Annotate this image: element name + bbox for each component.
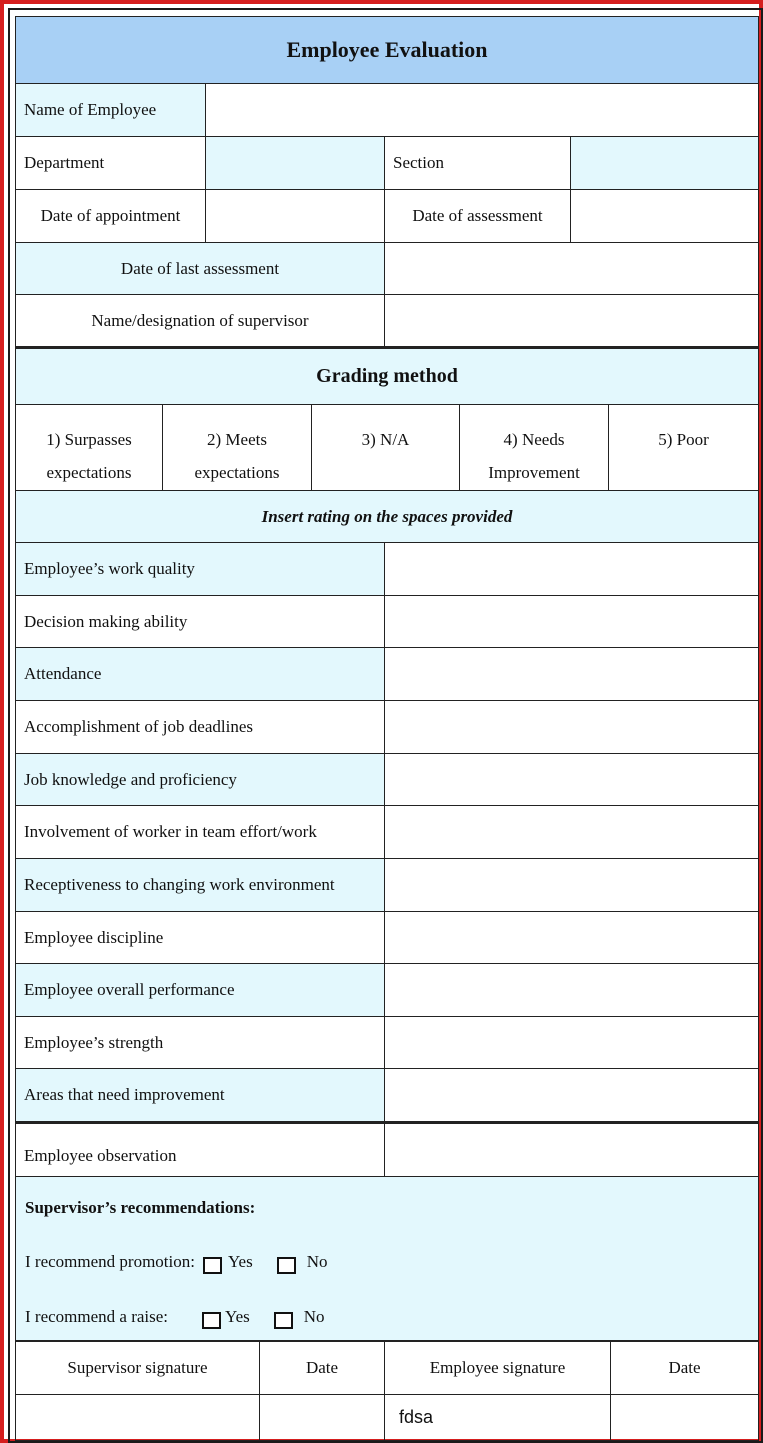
grade-option-line1: 4) Needs bbox=[503, 430, 565, 449]
employee-observation-input[interactable] bbox=[385, 1122, 759, 1177]
department-input[interactable] bbox=[206, 137, 385, 190]
name-of-employee-input[interactable] bbox=[206, 84, 759, 137]
promotion-no-checkbox[interactable] bbox=[277, 1257, 296, 1274]
criteria-rating-input[interactable] bbox=[385, 964, 759, 1017]
grade-option-2 bbox=[163, 405, 312, 491]
date-of-appointment-label: Date of appointment bbox=[15, 190, 206, 243]
date-of-appointment-input[interactable] bbox=[206, 190, 385, 243]
grade-option-4 bbox=[460, 405, 609, 491]
criteria-rating-input[interactable] bbox=[385, 543, 759, 596]
criteria-label: Employee’s work quality bbox=[15, 543, 385, 596]
supervisor-date-input[interactable] bbox=[260, 1395, 385, 1441]
form-border bbox=[8, 8, 763, 1443]
supervisor-name-input[interactable] bbox=[385, 295, 759, 347]
promotion-yes-label: Yes bbox=[227, 1252, 253, 1271]
criteria-label: Receptiveness to changing work environment bbox=[15, 859, 385, 912]
raise-no-label: No bbox=[303, 1307, 325, 1326]
raise-no-checkbox[interactable] bbox=[274, 1312, 293, 1329]
employee-signature-input[interactable]: fdsa bbox=[385, 1395, 611, 1441]
date-of-last-assessment-input[interactable] bbox=[385, 243, 759, 295]
promotion-row bbox=[25, 1251, 328, 1273]
criteria-rating-input[interactable] bbox=[385, 806, 759, 859]
grade-option-1 bbox=[15, 405, 163, 491]
name-of-employee-label: Name of Employee bbox=[15, 84, 206, 137]
recommendations-block bbox=[15, 1177, 759, 1341]
date-label-1: Date bbox=[260, 1341, 385, 1395]
criteria-label: Attendance bbox=[15, 648, 385, 701]
promotion-yes-checkbox[interactable] bbox=[203, 1257, 222, 1274]
section-input[interactable] bbox=[571, 137, 759, 190]
employee-observation-label: Employee observation bbox=[15, 1122, 385, 1177]
section-label: Section bbox=[385, 137, 571, 190]
grade-option-line2: expectations bbox=[194, 463, 280, 482]
supervisor-name-label: Name/designation of supervisor bbox=[15, 295, 385, 347]
employee-date-input[interactable] bbox=[611, 1395, 759, 1441]
criteria-rating-input[interactable] bbox=[385, 701, 759, 754]
date-label-2: Date bbox=[611, 1341, 759, 1395]
grading-method-title: Grading method bbox=[15, 347, 759, 405]
grade-option-line1: 1) Surpasses bbox=[46, 430, 132, 449]
supervisor-signature-input[interactable] bbox=[15, 1395, 260, 1441]
criteria-rating-input[interactable] bbox=[385, 912, 759, 964]
criteria-label: Job knowledge and proficiency bbox=[15, 754, 385, 806]
promotion-label: I recommend promotion: bbox=[25, 1252, 195, 1271]
criteria-label: Employee discipline bbox=[15, 912, 385, 964]
criteria-label: Areas that need improvement bbox=[15, 1069, 385, 1122]
date-of-assessment-input[interactable] bbox=[571, 190, 759, 243]
raise-yes-checkbox[interactable] bbox=[202, 1312, 221, 1329]
grade-option-line2: Improvement bbox=[488, 463, 580, 482]
date-of-last-assessment-label: Date of last assessment bbox=[15, 243, 385, 295]
department-label: Department bbox=[15, 137, 206, 190]
grade-option-5 bbox=[609, 405, 759, 491]
promotion-no-label: No bbox=[306, 1252, 328, 1271]
grade-option-line2: expectations bbox=[46, 463, 132, 482]
criteria-rating-input[interactable] bbox=[385, 754, 759, 806]
criteria-rating-input[interactable] bbox=[385, 859, 759, 912]
criteria-rating-input[interactable] bbox=[385, 1069, 759, 1122]
recommendations-heading: Supervisor’s recommendations: bbox=[25, 1198, 256, 1217]
raise-label: I recommend a raise: bbox=[25, 1307, 169, 1326]
grade-option-line1: 3) N/A bbox=[361, 430, 410, 449]
employee-signature-label: Employee signature bbox=[385, 1341, 611, 1395]
criteria-label: Accomplishment of job deadlines bbox=[15, 701, 385, 754]
form-title: Employee Evaluation bbox=[15, 16, 759, 84]
criteria-label: Employee overall performance bbox=[15, 964, 385, 1017]
grade-option-line1: 2) Meets bbox=[207, 430, 267, 449]
rating-instructions: Insert rating on the spaces provided bbox=[15, 491, 759, 543]
raise-row bbox=[25, 1306, 325, 1328]
criteria-rating-input[interactable] bbox=[385, 648, 759, 701]
supervisor-signature-label: Supervisor signature bbox=[15, 1341, 260, 1395]
criteria-label: Decision making ability bbox=[15, 596, 385, 648]
criteria-rating-input[interactable] bbox=[385, 1017, 759, 1069]
grade-option-3 bbox=[312, 405, 460, 491]
criteria-rating-input[interactable] bbox=[385, 596, 759, 648]
criteria-label: Involvement of worker in team effort/work bbox=[15, 806, 385, 859]
grade-option-line1: 5) Poor bbox=[658, 430, 709, 449]
raise-yes-label: Yes bbox=[225, 1307, 250, 1326]
date-of-assessment-label: Date of assessment bbox=[385, 190, 571, 243]
criteria-label: Employee’s strength bbox=[15, 1017, 385, 1069]
